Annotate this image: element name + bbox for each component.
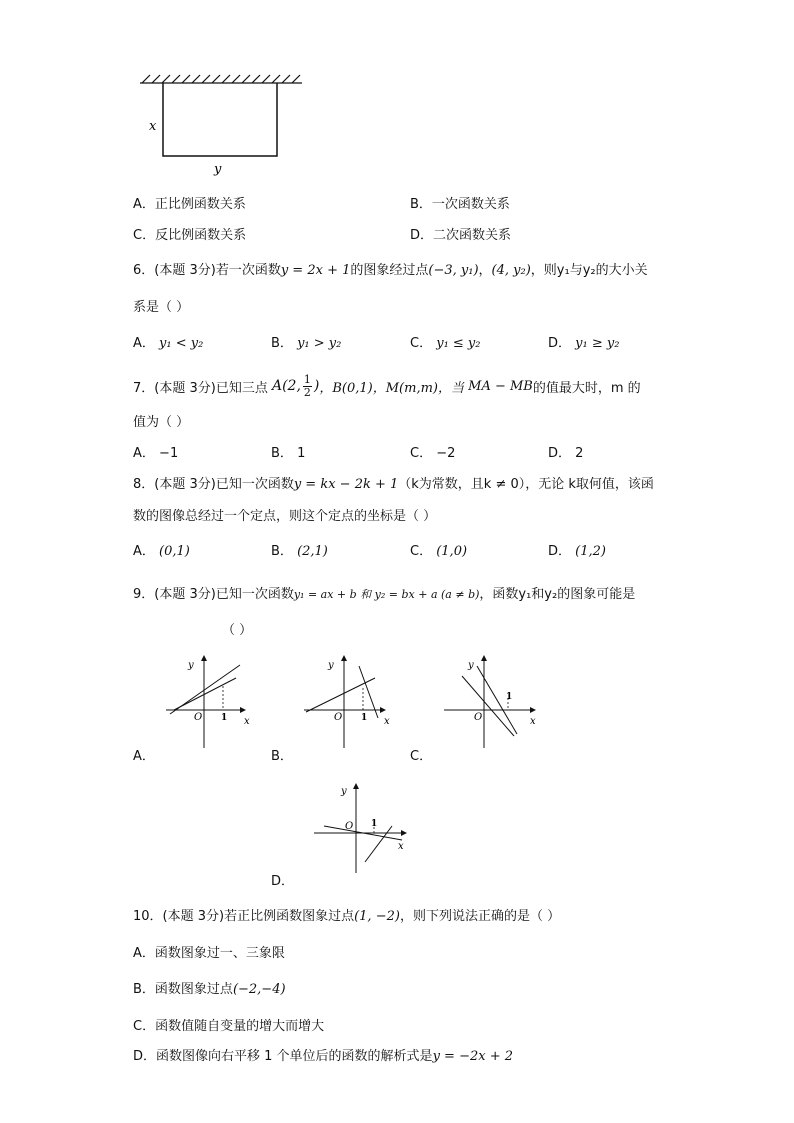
graph-c-label-1: 1 [506, 692, 513, 702]
q10-option-a: A．函数图象过一、三象限 [133, 946, 285, 961]
label-y: y [214, 162, 222, 177]
q5-option-d: D．二次函数关系 [410, 228, 512, 243]
graph-c-label-x: x [530, 716, 536, 727]
graph-d-label-y: y [341, 786, 347, 797]
graph-d [310, 780, 420, 875]
q10-stem: 10．(本题 3分)若正比例函数图象过点(1, −2)，则下列说法正确的是（ ） [133, 909, 561, 924]
q10-option-b: B．函数图象过点(−2,−4) [133, 982, 286, 997]
q9-option-a: A． [133, 749, 155, 764]
fraction-half: 1 2 [303, 372, 311, 399]
q7-stem-line2: 值为（ ） [133, 415, 190, 430]
graph-b-label-y: y [328, 660, 334, 671]
label-x: x [149, 119, 157, 134]
q8-option-c: C． (1,0) [410, 544, 468, 559]
graph-d-label-1: 1 [371, 819, 378, 829]
rectangle-figure [134, 70, 314, 180]
graph-b-label-1: 1 [361, 713, 368, 723]
q5-option-b: B．一次函数关系 [410, 197, 510, 212]
graph-a-label-1: 1 [221, 713, 228, 723]
q6-stem: 6．(本题 3分)若一次函数y = 2x + 1的图象经过点(−3, y₁)，(4, y₂)，则y₁与y₂的大小关 [133, 263, 648, 278]
q9-option-c: C． [410, 749, 433, 764]
graph-a-label-x: x [244, 716, 250, 727]
q8-stem: 8．(本题 3分)已知一次函数y = kx − 2k + 1（k为常数，且k ≠ 0），无论 k取何值，该函 [133, 477, 654, 492]
q9-option-b: B． [271, 749, 293, 764]
graph-c-label-o: O [474, 712, 483, 723]
q9-stem: 9．(本题 3分)已知一次函数y₁ = ax + b 和 y₂ = bx + a (a ≠ b)，函数y₁和y₂的图象可能是 [133, 587, 636, 602]
q10-option-c: C．函数值随自变量的增大而增大 [133, 1019, 325, 1034]
q6-stem-line2: 系是（ ） [133, 300, 190, 315]
q10-option-d: D．函数图像向右平移 1 个单位后的函数的解析式是y = −2x + 2 [133, 1049, 513, 1064]
graph-d-label-x: x [398, 841, 404, 852]
q8-option-d: D． (1,2) [548, 544, 606, 559]
q8-option-b: B． (2,1) [271, 544, 328, 559]
q6-option-b: B． y₁ > y₂ [271, 336, 342, 351]
graph-c-label-y: y [468, 660, 474, 671]
q7-stem: 7．(本题 3分)已知三点 A(2, 1 2 ) ，B(0,1)，M(m,m)，当 MA − MB 的值最大时，m 的 [133, 372, 641, 399]
q9-stem-line2: （ ） [222, 623, 253, 638]
graph-a [160, 650, 260, 750]
q6-option-a: A． y₁ < y₂ [133, 336, 204, 351]
graph-b-label-o: O [334, 712, 343, 723]
q7-option-d: D． 2 [548, 446, 584, 461]
graph-b [300, 650, 400, 750]
q5-option-a: A．正比例函数关系 [133, 197, 246, 212]
q5-option-c: C．反比例函数关系 [133, 228, 247, 243]
q7-option-c: C． −2 [410, 446, 456, 461]
q7-option-b: B． 1 [271, 446, 306, 461]
q6-option-d: D． y₁ ≥ y₂ [548, 336, 620, 351]
graph-d-label-o: O [345, 821, 354, 832]
q6-option-c: C． y₁ ≤ y₂ [410, 336, 481, 351]
q7-option-a: A． −1 [133, 446, 179, 461]
graph-a-label-o: O [194, 712, 203, 723]
q8-stem-line2: 数的图像总经过一个定点，则这个定点的坐标是（ ） [133, 509, 437, 524]
q8-option-a: A． (0,1) [133, 544, 190, 559]
graph-b-label-x: x [384, 716, 390, 727]
graph-c [440, 650, 540, 750]
graph-a-label-y: y [188, 660, 194, 671]
q9-option-d: D． [271, 874, 295, 889]
